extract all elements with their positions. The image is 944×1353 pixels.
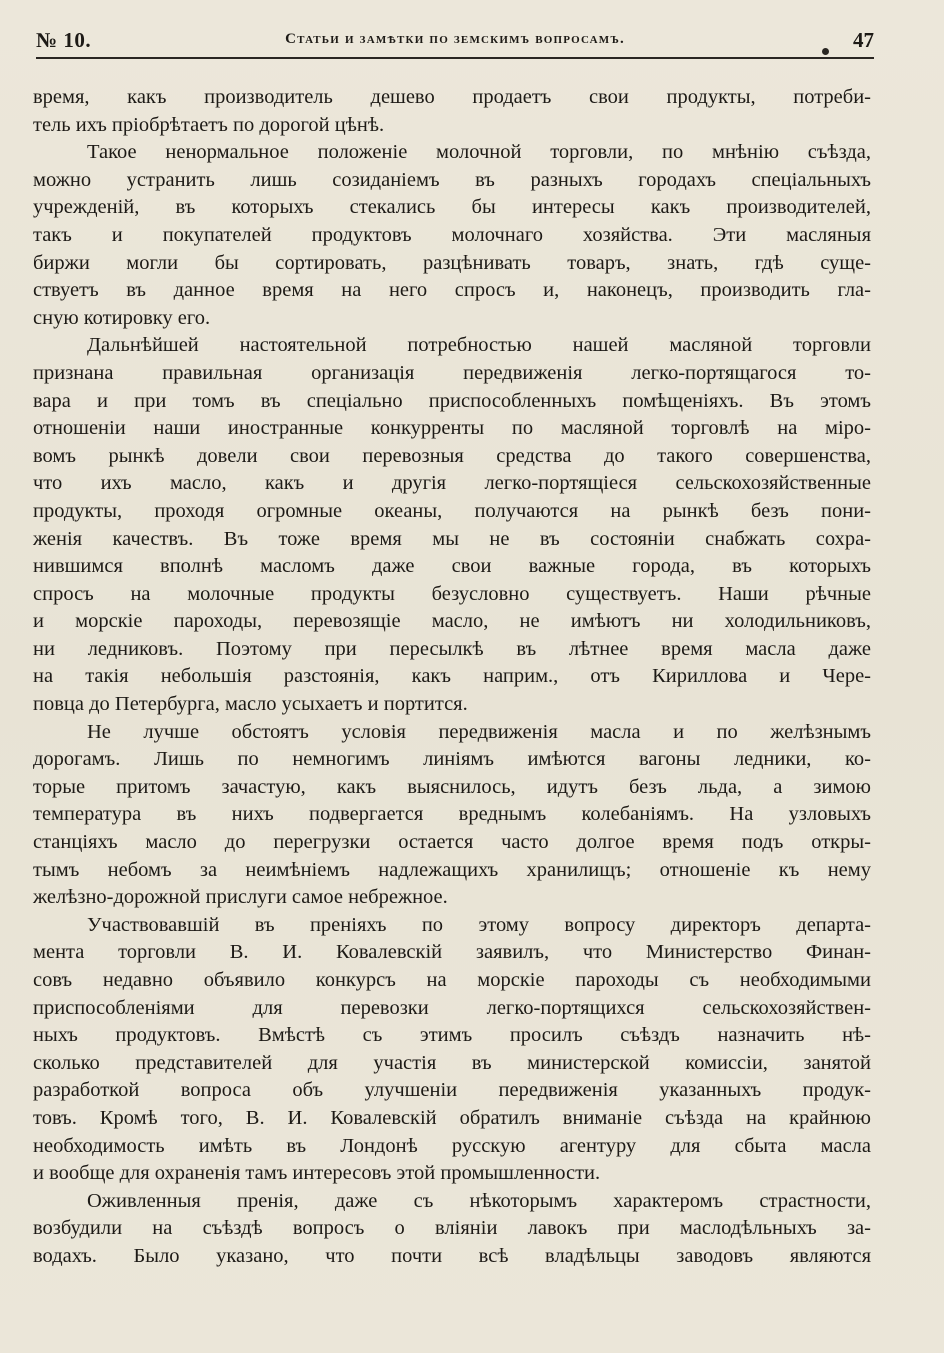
text-line: повца до Петербурга, масло усыхаетъ и портится. [33, 693, 468, 716]
body-text [33, 84, 871, 1271]
text-line: дорогамъ. Лишь по немногимъ линіямъ имѣются вагоны ледники, ко- [33, 748, 871, 771]
text-line: сколько представителей для участія въ министерской комиссіи, занятой [33, 1051, 871, 1074]
paragraph [33, 139, 871, 332]
text-line: мента торговли В. И. Ковалевскій заявилъ, что Министерство Финан- [33, 941, 871, 964]
text-line: приспособленіями для перевозки легко-портящихся сельскохозяйствен- [33, 996, 871, 1019]
text-line: ни ледниковъ. Поэтому при пересылкѣ въ лѣтнее время масла даже [33, 637, 871, 660]
text-line: Такое ненормальное положеніе молочной торговли, по мнѣнію съѣзда, [87, 141, 871, 164]
text-line: женія качествъ. Въ тоже время мы не въ состояніи снабжать сохра- [33, 527, 871, 550]
text-line: возбудили на съѣздѣ вопросъ о вліяніи лавокъ при маслодѣльныхъ за- [33, 1217, 871, 1240]
text-line: можно устранить лишь созиданіемъ въ разныхъ городахъ спеціальныхъ [33, 168, 871, 191]
text-line: товъ. Кромѣ того, В. И. Ковалевскій обратилъ вниманіе съѣзда на крайнюю [33, 1106, 871, 1129]
text-line: желѣзно-дорожной прислуги самое небрежное. [33, 886, 448, 909]
text-line: водахъ. Было указано, что почти всѣ владѣльцы заводовъ являются [33, 1244, 871, 1267]
running-header [36, 28, 874, 54]
text-line: спросъ на молочные продукты безусловно существуетъ. Наши рѣчные [33, 582, 871, 605]
text-line: Участвовавшій въ преніяхъ по этому вопросу директоръ департа- [87, 913, 871, 936]
paragraph [33, 912, 871, 1188]
paragraph [33, 332, 871, 718]
text-line: Дальнѣйшей настоятельной потребностью нашей масляной торговли [87, 334, 871, 357]
text-line: вара и при томъ въ спеціально приспособленныхъ помѣщеніяхъ. Въ этомъ [33, 389, 871, 412]
issue-number: № 10. [36, 28, 92, 52]
paragraph [33, 719, 871, 912]
text-line: вомъ рынкѣ довели свои перевозныя средства до такого совершенства, [33, 444, 871, 467]
text-line: биржи могли бы сортировать, разцѣнивать товаръ, знать, гдѣ суще- [33, 251, 871, 274]
text-line: ствуетъ въ данное время на него спросъ и, наконецъ, производить гла- [33, 279, 871, 302]
text-line: совъ недавно объявило конкурсъ на морскіе пароходы съ необходимыми [33, 969, 871, 991]
text-line: разработкой вопроса объ улучшеніи передвиженія указанныхъ продук- [33, 1079, 871, 1102]
page-number: 47 [853, 28, 874, 52]
paragraph [33, 1188, 871, 1271]
text-line: и морскіе пароходы, перевозящіе масло, не имѣютъ ни холодильниковъ, [33, 610, 871, 633]
text-line: ныхъ продуктовъ. Вмѣстѣ съ этимъ просилъ съѣздъ назначить нѣ- [33, 1024, 871, 1047]
text-line: учрежденій, въ которыхъ стекались бы интересы какъ производителей, [33, 196, 871, 219]
text-line: необходимость имѣть въ Лондонѣ русскую агентуру для сбыта масла [33, 1134, 871, 1157]
running-title: Статьи и замѣтки по земскимъ вопросамъ. [285, 31, 625, 47]
text-line: Не лучше обстоятъ условія передвиженія масла и по желѣзнымъ [87, 720, 871, 743]
text-line: температура въ нихъ подвергается вреднымъ колебаніямъ. На узловыхъ [33, 803, 871, 826]
paragraph [33, 84, 871, 139]
text-line: нившимся вполнѣ масломъ даже свои важные города, въ которыхъ [33, 555, 871, 578]
text-line: сную котировку его. [33, 306, 211, 329]
text-line: Оживленныя пренія, даже съ нѣкоторымъ характеромъ страстности, [87, 1189, 871, 1212]
text-line: признана правильная организація передвиженія легко-портящагося то- [33, 361, 871, 384]
text-line: время, какъ производитель дешево продаетъ свои продукты, потреби- [33, 86, 871, 108]
text-line: и вообще для охраненія тамъ интересовъ этой промышленности. [33, 1162, 601, 1185]
text-line: такъ и покупателей продуктовъ молочнаго хозяйства. Эти масляныя [33, 223, 871, 246]
text-line: отношеніи наши иностранные конкурренты по масляной торговлѣ на міро- [33, 417, 871, 440]
ink-dot [822, 48, 829, 55]
header-rule [36, 57, 874, 59]
text-line: тымъ небомъ за неимѣніемъ надлежащихъ хранилищъ; отношеніе къ нему [33, 858, 871, 881]
text-line: тель ихъ пріобрѣтаетъ по дорогой цѣнѣ. [33, 113, 385, 136]
text-line: станціяхъ масло до перегрузки остается часто долгое время подъ откры- [33, 831, 871, 854]
text-line: торые притомъ зачастую, какъ выяснилось, идутъ безъ льда, а зимою [33, 775, 871, 798]
text-line: продукты, проходя огромные океаны, получаются на рынкѣ безъ пони- [33, 499, 871, 522]
text-line: на такія небольшія разстоянія, какъ наприм., отъ Кириллова и Чере- [33, 665, 871, 688]
text-line: что ихъ масло, какъ и другія легко-портящіеся сельскохозяйственные [33, 472, 871, 495]
